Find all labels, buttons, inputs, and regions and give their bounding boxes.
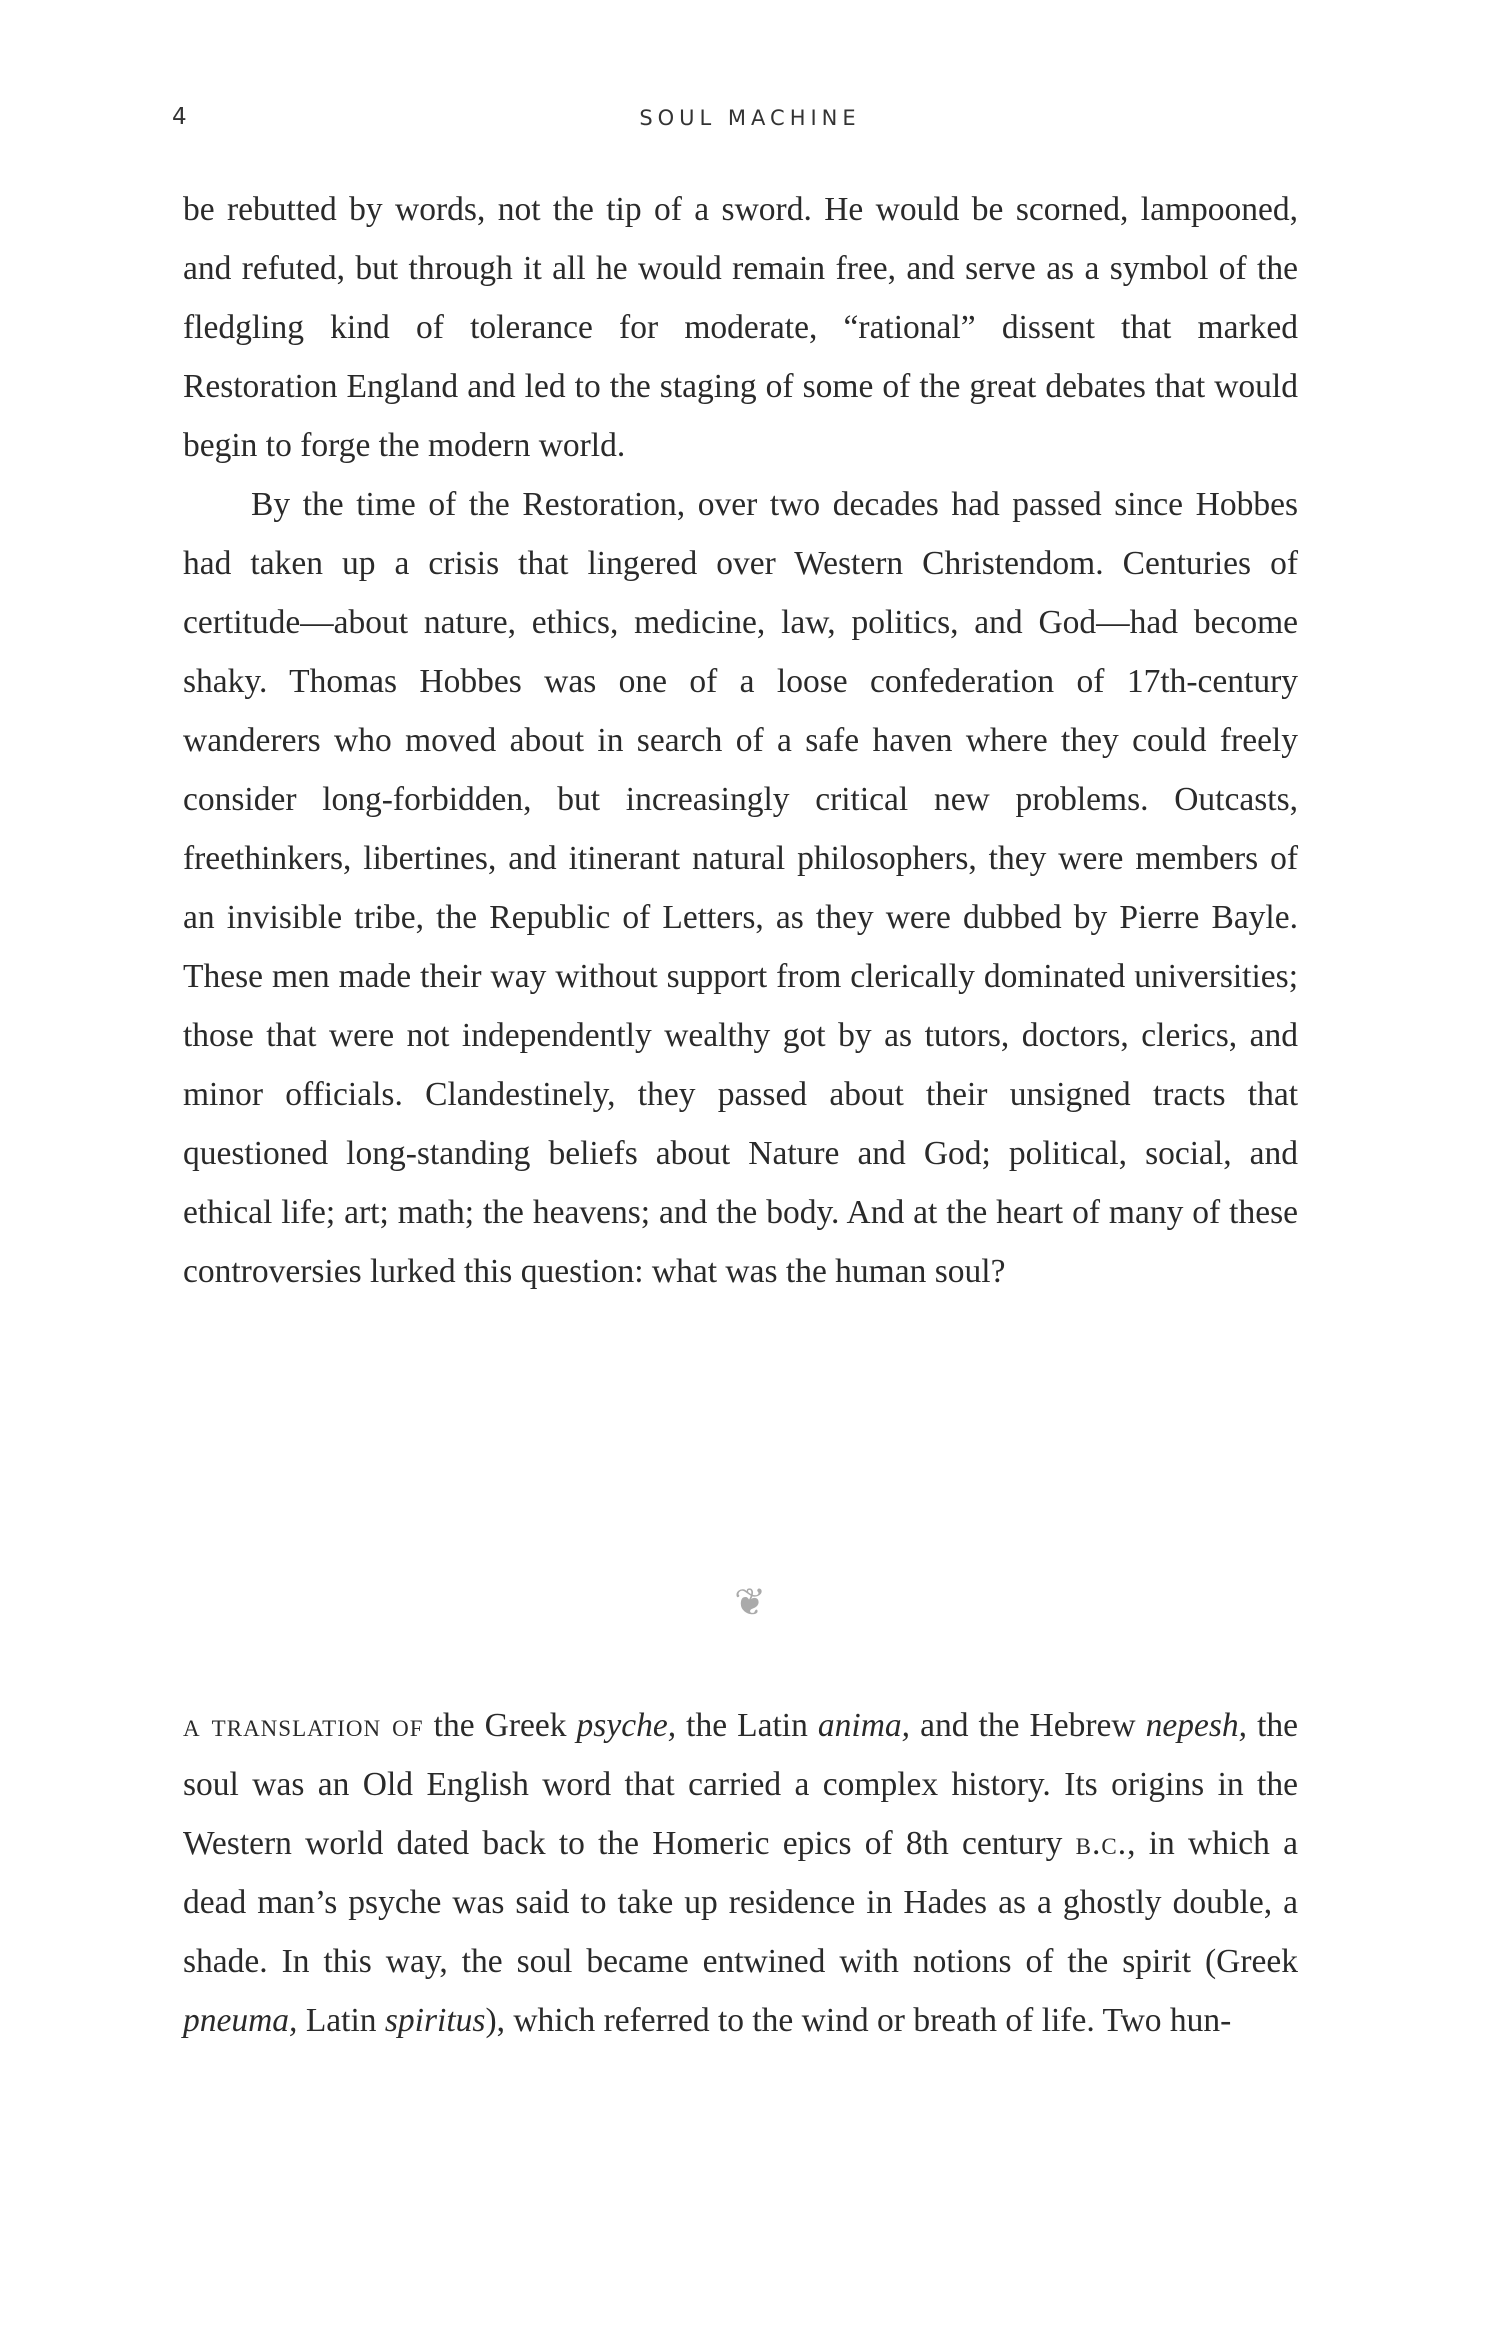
era-abbreviation: b.c. — [1075, 1825, 1128, 1862]
term-anima: anima, — [817, 1707, 911, 1744]
text-run: , in which a dead man’s psyche was said to take up residence in Hades as a ghostly double, a shade. In this way, the soul became entwined with notions of the spirit (Greek — [183, 1825, 1298, 1980]
text-run: the Greek — [423, 1707, 577, 1744]
term-pneuma: pneuma, — [183, 2002, 298, 2039]
body-text-block-1 — [183, 180, 1298, 1301]
paragraph-2: By the time of the Restoration, over two decades had passed since Hobbes had taken up a crisis that lingered over Western Christendom. Centuries of certitude—about nature, ethics, medicine, law, politics, and God—had become shaky. Thomas Hobbes was one of a loose confederation of 17th-century wanderers who moved about in search of a safe haven where they could freely consider long-forbidden, but increasingly critical new problems. Outcasts, freethinkers, libertines, and itinerant natural philosophers, they were members of an invisible tribe, the Republic of Letters, as they were dubbed by Pierre Bayle. These men made their way without support from clerically dominated universities; those that were not independently wealthy got by as tutors, doctors, clerics, and minor officials. Clandestinely, they passed about their unsigned tracts that questioned long-standing beliefs about Nature and God; political, social, and ethical life; art; math; the heavens; and the body. And at the heart of many of these controversies lurked this question: what was the human soul? — [183, 486, 1298, 1290]
section-break-ornament: ❦ — [734, 1582, 766, 1624]
running-head: SOUL MACHINE — [639, 106, 861, 130]
text-run: Latin — [297, 2002, 385, 2039]
text-run: the Latin — [676, 1707, 818, 1744]
body-text-block-2 — [183, 1696, 1298, 2050]
page-number: 4 — [172, 104, 188, 130]
paragraph-3 — [183, 1696, 1298, 2050]
term-psyche: psyche, — [576, 1707, 677, 1744]
text-run: the soul was an Old English word that carried a complex history. Its origins in the Western world dated back to the Homeric epics of 8th century — [183, 1707, 1299, 1862]
term-nepesh: nepesh, — [1145, 1707, 1248, 1744]
paragraph-1: be rebutted by words, not the tip of a sword. He would be scorned, lampooned, and refuted, but through it all he would remain free, and serve as a symbol of the fledgling kind of tolerance for moderate, “rational” dissent that marked Restoration England and led to the staging of some of the great debates that would begin to forge the modern world. — [183, 191, 1298, 464]
lead-in-smallcaps: a translation of — [183, 1707, 424, 1744]
term-spiritus: spiritus — [384, 2002, 486, 2039]
text-run: and the Hebrew — [910, 1707, 1146, 1744]
text-run: ), which referred to the wind or breath of life. Two hun- — [485, 2002, 1232, 2039]
